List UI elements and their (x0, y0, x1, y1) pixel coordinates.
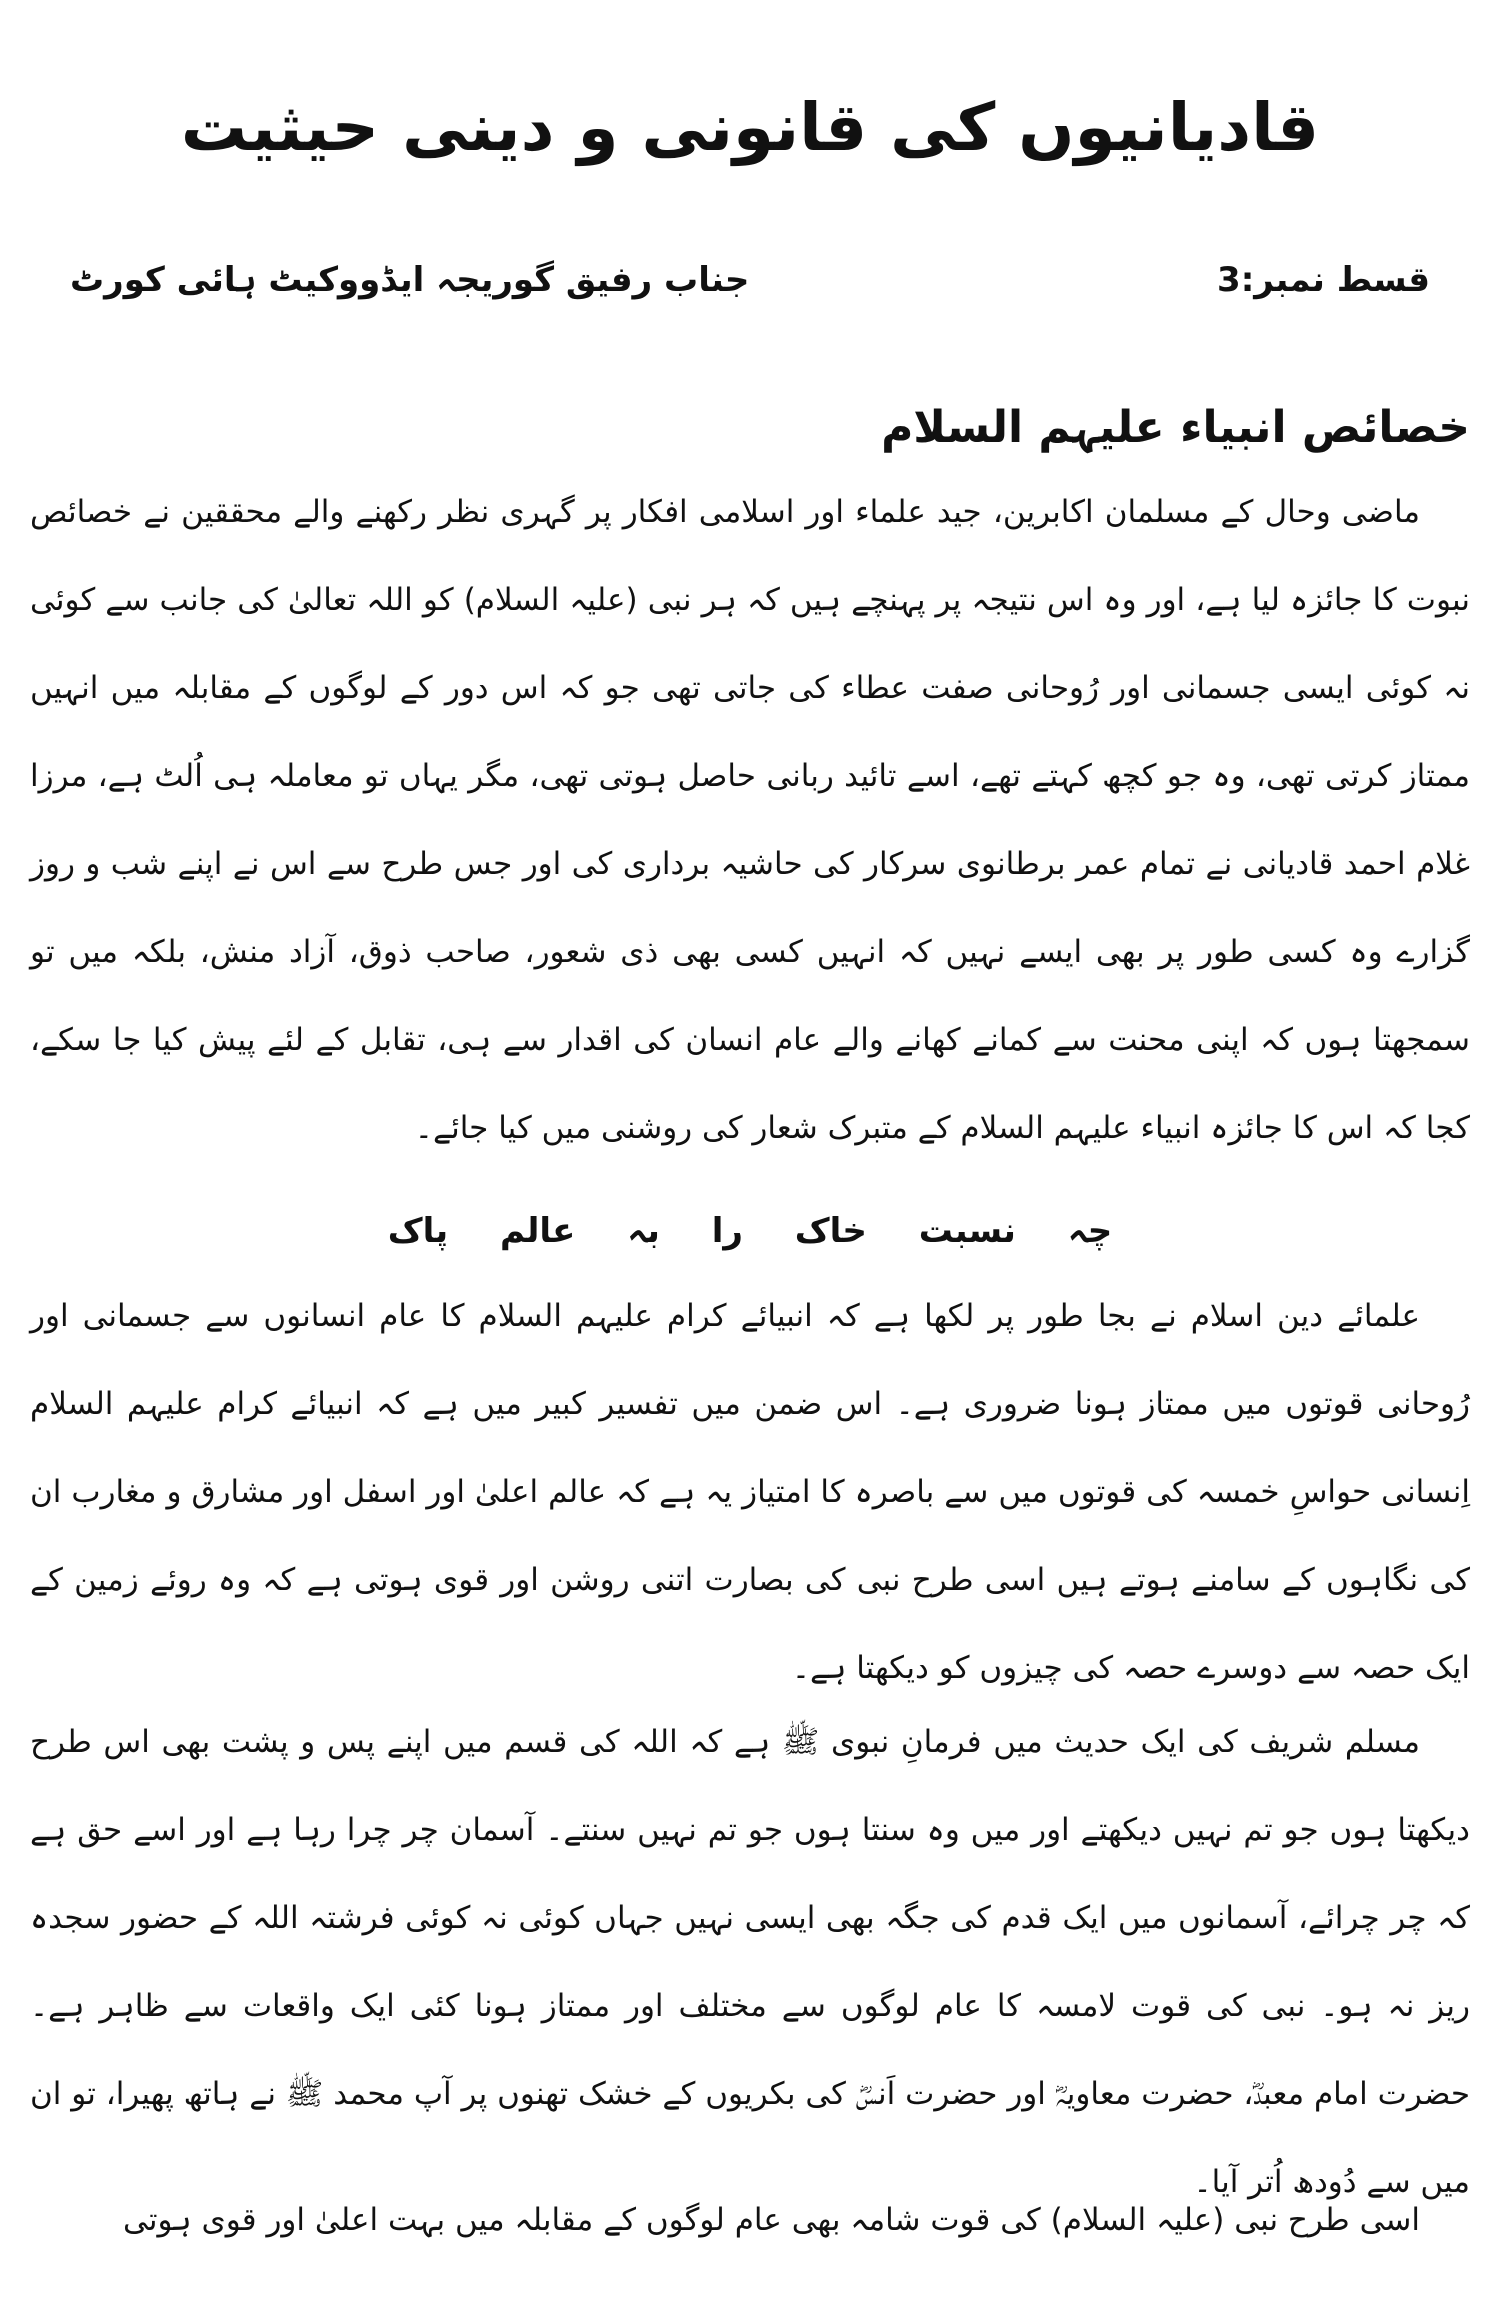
section-heading: خصائص انبیاء علیہم السلام (881, 402, 1470, 453)
byline (30, 245, 1470, 315)
paragraph-1: ماضی وحال کے مسلمان اکابرین، جید علماء اور اسلامی افکار پر گہری نظر رکھنے والے محققین نے خصائص نبوت کا جائزہ لیا ہے، اور وہ اس نتیجہ پر پہنچے ہیں کہ ہر نبی (علیہ السلام) کو اللہ تعالیٰ کی جانب سے کوئی نہ کوئی ایسی جسمانی اور رُوحانی صفت عطاء کی جاتی تھی جو کہ اس دور کے لوگوں کے مقابلہ میں انہیں ممتاز کرتی تھی، وہ جو کچھ کہتے تھے، اسے تائید ربانی حاصل ہوتی تھی، مگر یہاں تو معاملہ ہی اُلٹ ہے، مرزا غلام احمد قادیانی نے تمام عمر برطانوی سرکار کی حاشیہ برداری کی اور جس طرح سے اس نے اپنے شب و روز گزارے وہ کسی طور پر بھی ایسے نہیں کہ انہیں کسی بھی ذی شعور، صاحب ذوق، آزاد منش، بلکہ میں تو سمجھتا ہوں کہ اپنی محنت سے کمانے کھانے والے عام انسان کی اقدار سے ہی، تقابل کے لئے پیش کیا جا سکے، کجا کہ اس کا جائزہ انبیاء علیہم السلام کے متبرک شعار کی روشنی میں کیا جائے۔ (30, 494, 1470, 1146)
episode-number: قسط نمبر:3 (1217, 260, 1430, 300)
author-name: جناب رفیق گوریجہ ایڈووکیٹ ہائی کورٹ (70, 260, 750, 300)
paragraph-2: علمائے دین اسلام نے بجا طور پر لکھا ہے کہ انبیائے کرام علیہم السلام کا عام انسانوں سے جسمانی اور رُوحانی قوتوں میں ممتاز ہونا ضروری ہے۔ اس ضمن میں تفسیر کبیر میں ہے کہ انبیائے کرام علیہم السلام اِنسانی حواسِ خمسہ کی قوتوں میں سے باصرہ کا امتیاز یہ ہے کہ عالم اعلیٰ اور اسفل اور مشارق و مغارب ان کی نگاہوں کے سامنے ہوتے ہیں اسی طرح نبی کی بصارت اتنی روشن اور قوی ہوتی ہے کہ وہ روئے زمین کے ایک حصہ سے دوسرے حصہ کی چیزوں کو دیکھتا ہے۔ (30, 1298, 1470, 1686)
persian-verse: چہ نسبت خاک را بہ عالم پاک (387, 1211, 1113, 1251)
article-title: قادیانیوں کی قانونی و دینی حیثیت (180, 89, 1320, 166)
article-page (30, 0, 1470, 2300)
paragraph-4: اسی طرح نبی (علیہ السلام) کی قوت شامہ بھی عام لوگوں کے مقابلہ میں بہت اعلیٰ اور قوی ہوتی (123, 2202, 1420, 2238)
paragraph-3: مسلم شریف کی ایک حدیث میں فرمانِ نبوی ﷺ ہے کہ اللہ کی قسم میں اپنے پس و پشت بھی اس طرح دیکھتا ہوں جو تم نہیں دیکھتے اور میں وہ سنتا ہوں جو تم نہیں سنتے۔ آسمان چر چرا رہا ہے اور اسے حق ہے کہ چر چرائے، آسمانوں میں ایک قدم کی جگہ بھی ایسی نہیں جہاں کوئی نہ کوئی فرشتہ اللہ کے حضور سجدہ ریز نہ ہو۔ نبی کی قوت لامسہ کا عام لوگوں سے مختلف اور ممتاز ہونا کئی ایک واقعات سے ظاہر ہے۔ حضرت امام معبدؓ، حضرت معاویہؓ اور حضرت اَنسؓ کی بکریوں کے خشک تھنوں پر آپ محمد ﷺ نے ہاتھ پھیرا، تو ان میں سے دُودھ اُتر آیا۔ (30, 1724, 1470, 2200)
